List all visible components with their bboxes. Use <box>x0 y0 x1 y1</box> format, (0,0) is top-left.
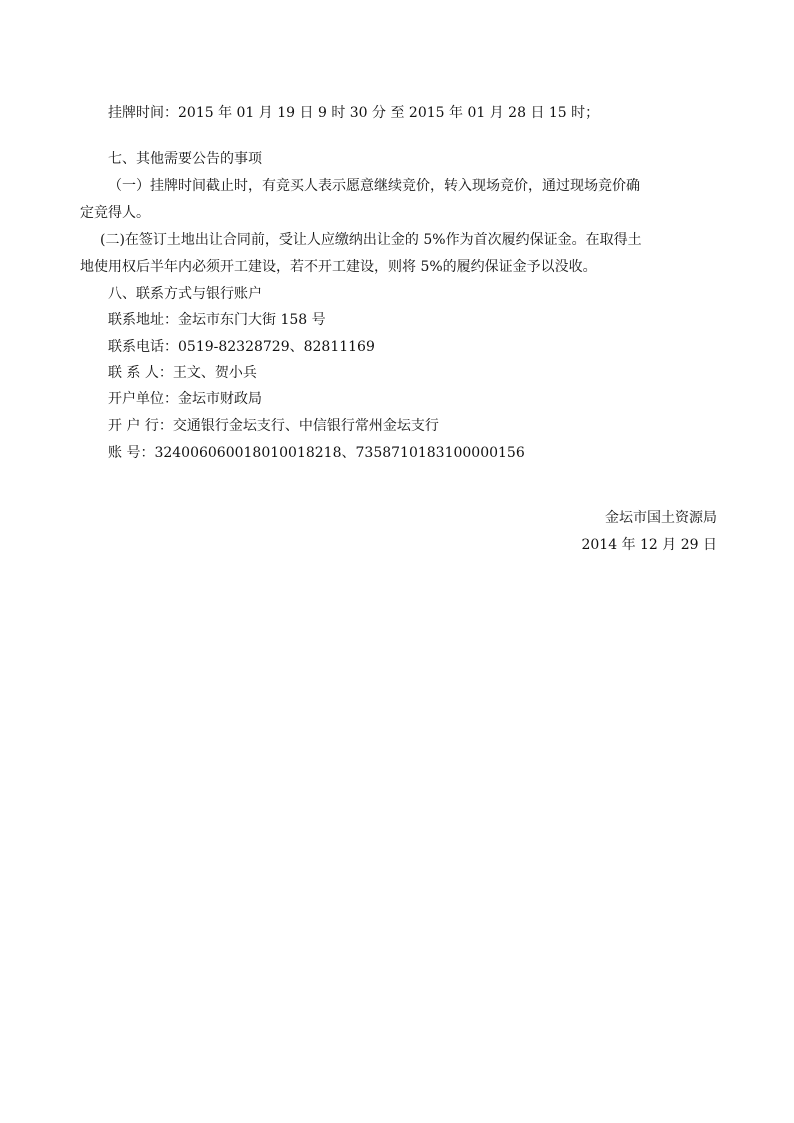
contact-person: 联 系 人：王文、贺小兵 <box>108 365 257 381</box>
account-unit: 开户单位：金坛市财政局 <box>108 391 262 407</box>
section7-item1-line1: （一）挂牌时间截止时，有竞买人表示愿意继续竞价，转入现场竞价，通过现场竞价确 <box>108 178 640 194</box>
signature-date: 2014 年 12 月 29 日 <box>581 537 717 553</box>
section7-item2-line1: (二)在签订土地出让合同前，受让人应缴纳出让金的 5%作为首次履约保证金。在取得土 <box>100 232 642 248</box>
listing-time: 挂牌时间：2015 年 01 月 19 日 9 时 30 分 至 2015 年 01 月 28 日 15 时； <box>108 105 600 121</box>
account-number: 账 号：32400606001801001​8218、7358710183100000156 <box>108 445 525 461</box>
section7-item2-line2: 地使用权后半年内必须开工建设，若不开工建设，则将 5%的履约保证金予以没收。 <box>80 259 597 275</box>
contact-address: 联系地址：金坛市东门大街 158 号 <box>108 312 326 328</box>
contact-phone: 联系电话：0519-82328729、82811169 <box>108 339 375 355</box>
signature-org: 金坛市国土资源局 <box>605 510 717 526</box>
section7-heading: 七、其他需要公告的事项 <box>108 151 262 167</box>
section7-item1-line2: 定竞得人。 <box>80 205 150 221</box>
bank-name: 开 户 行：交通银行金坛支行、中信银行常州金坛支行 <box>108 418 439 434</box>
section8-heading: 八、联系方式与银行账户 <box>108 286 262 302</box>
